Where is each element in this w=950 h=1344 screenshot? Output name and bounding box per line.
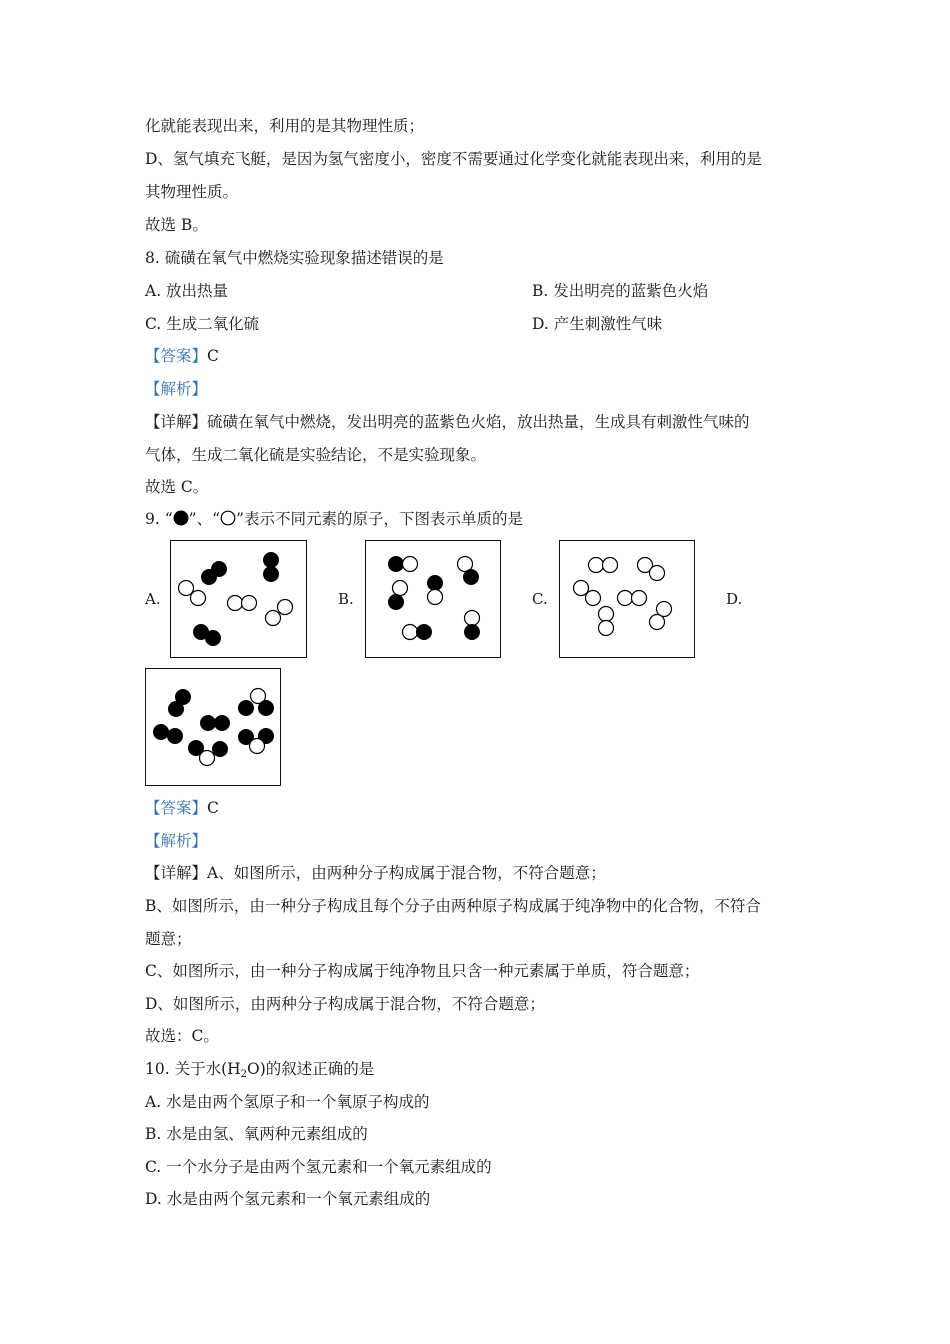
answer-tag: 【答案】 [145, 799, 208, 817]
analysis-tag: 【解析】 [145, 832, 208, 850]
detail-tag: 【详解】 [145, 864, 208, 882]
figure-label-b: B. [338, 590, 354, 608]
q8-option-b: B. 发出明亮的蓝紫色火焰 [532, 282, 709, 300]
q9-analysis [145, 831, 207, 851]
q8-option-c: C. 生成二氧化硫 [145, 315, 260, 333]
q9-stem [145, 509, 523, 529]
detail-tag: 【详解】 [145, 413, 208, 431]
q8-stem: 8. 硫磺在氧气中燃烧实验现象描述错误的是 [145, 249, 444, 267]
figure-b [365, 540, 501, 658]
q9-detail [145, 863, 606, 883]
text-line: 化就能表现出来，利用的是其物理性质； [145, 117, 425, 135]
q9-answer [145, 798, 219, 818]
q9-stem-part: ”、“ [188, 510, 221, 528]
figure-label-d: D. [726, 590, 743, 608]
q8-detail [145, 412, 750, 432]
detail-text: A、如图所示，由两种分子构成属于混合物，不符合题意； [207, 864, 606, 882]
detail-text: 硫磺在氧气中燃烧，发出明亮的蓝紫色火焰，放出热量，生成具有刺激性气味的 [207, 413, 750, 431]
q8-option-a: A. 放出热量 [145, 282, 229, 300]
q8-choice: 故选 C。 [145, 478, 209, 496]
answer-value: C [207, 799, 219, 817]
q10-stem [145, 1059, 374, 1085]
q8-option-d: D. 产生刺激性气味 [532, 315, 663, 333]
black-atom-icon [173, 510, 189, 526]
figure-d [145, 668, 281, 786]
q8-analysis [145, 379, 207, 399]
text-line: 故选 B。 [145, 216, 208, 234]
figure-a [170, 540, 307, 658]
figure-label-c: C. [532, 590, 548, 608]
q9-detail-d: D、如图所示，由两种分子构成属于混合物，不符合题意； [145, 995, 545, 1013]
answer-tag: 【答案】 [145, 347, 208, 365]
white-atom-icon [220, 510, 236, 526]
q8-answer [145, 346, 219, 366]
q10-stem-pre: 10. 关于水(H [145, 1060, 241, 1078]
figure-c [559, 540, 695, 658]
q10-stem-post: O)的叙述正确的是 [247, 1060, 375, 1078]
q10-stem-sub: 2 [240, 1069, 248, 1080]
figure-label-a: A. [145, 590, 161, 608]
q8-detail-2: 气体，生成二氧化硫是实验结论，不是实验现象。 [145, 446, 487, 464]
q10-option-a: A. 水是由两个氢原子和一个氧原子构成的 [145, 1093, 430, 1111]
q9-stem-part: ”表示不同元素的原子，下图表示单质的是 [236, 510, 523, 528]
q10-option-d: D. 水是由两个氢元素和一个氧元素组成的 [145, 1190, 431, 1208]
text-line: D、氢气填充飞艇，是因为氢气密度小，密度不需要通过化学变化就能表现出来，利用的是 [145, 150, 762, 168]
q10-option-b: B. 水是由氢、氧两种元素组成的 [145, 1125, 368, 1143]
q10-option-c: C. 一个水分子是由两个氢元素和一个氧元素组成的 [145, 1158, 492, 1176]
text-line: 其物理性质。 [145, 183, 239, 201]
answer-value: C [207, 347, 219, 365]
q9-number: 9. [145, 510, 165, 528]
q9-detail-b: B、如图所示，由一种分子构成且每个分子由两种原子构成属于纯净物中的化合物，不符合 [145, 897, 761, 915]
q9-detail-c: C、如图所示，由一种分子构成属于纯净物且只含一种元素属于单质，符合题意； [145, 962, 700, 980]
analysis-tag: 【解析】 [145, 380, 208, 398]
q9-choice: 故选：C。 [145, 1027, 219, 1045]
q9-detail-b-2: 题意； [145, 930, 192, 948]
q9-stem-part: “ [164, 510, 173, 528]
